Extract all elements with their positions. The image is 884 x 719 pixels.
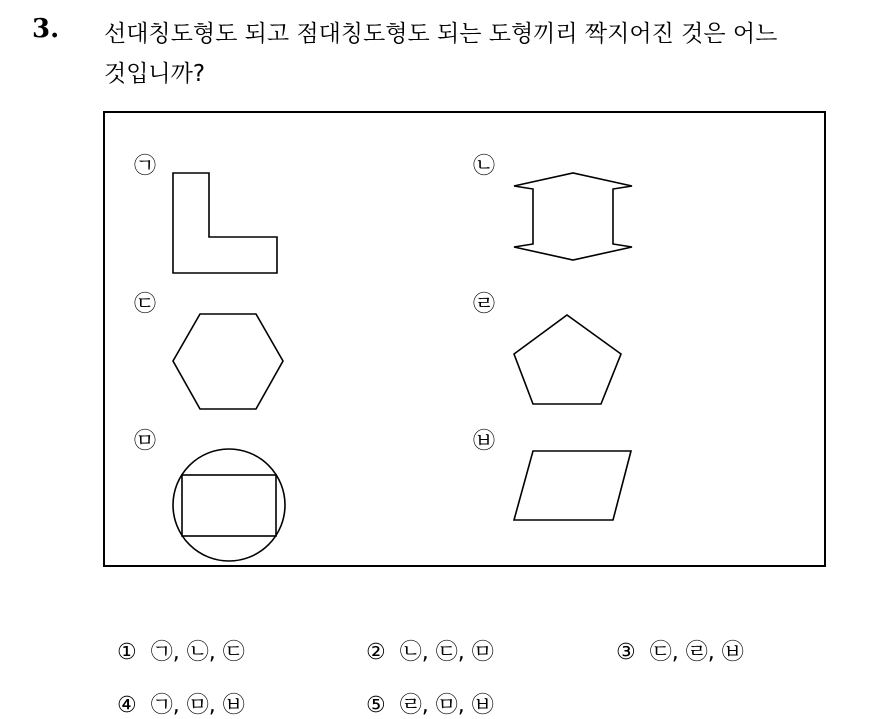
question-number: 3. [32, 14, 60, 44]
choice-5[interactable] [366, 688, 494, 719]
choice-1[interactable] [117, 635, 245, 666]
choice-1-number: ① [117, 640, 137, 665]
choice-4[interactable] [117, 688, 245, 719]
choice-3-text: ㉢, ㉣, ㉥ [649, 640, 744, 665]
choice-4-number: ④ [117, 693, 137, 718]
choice-3-number: ③ [616, 640, 636, 665]
figure-label-c: ㉢ [134, 292, 157, 317]
choice-5-text: ㉣, ㉤, ㉥ [399, 693, 494, 718]
choice-2-text: ㉡, ㉢, ㉤ [399, 640, 494, 665]
question-text-line-1: 선대칭도형도 되고 점대칭도형도 되는 도형끼리 짝지어진 것은 어느 [104, 21, 778, 47]
figure-label-a: ㉠ [134, 154, 157, 179]
figure-label-b: ㉡ [473, 154, 496, 179]
figure-label-e: ㉤ [134, 429, 157, 454]
question-text-line-2: 것입니까? [104, 61, 206, 87]
figure-label-f: ㉥ [473, 429, 496, 454]
choice-2-number: ② [366, 640, 386, 665]
choice-4-text: ㉠, ㉤, ㉥ [150, 693, 245, 718]
figure-label-d: ㉣ [473, 292, 496, 317]
choice-1-text: ㉠, ㉡, ㉢ [150, 640, 245, 665]
choice-2[interactable] [366, 635, 494, 666]
choice-5-number: ⑤ [366, 693, 386, 718]
choice-3[interactable] [616, 635, 744, 666]
